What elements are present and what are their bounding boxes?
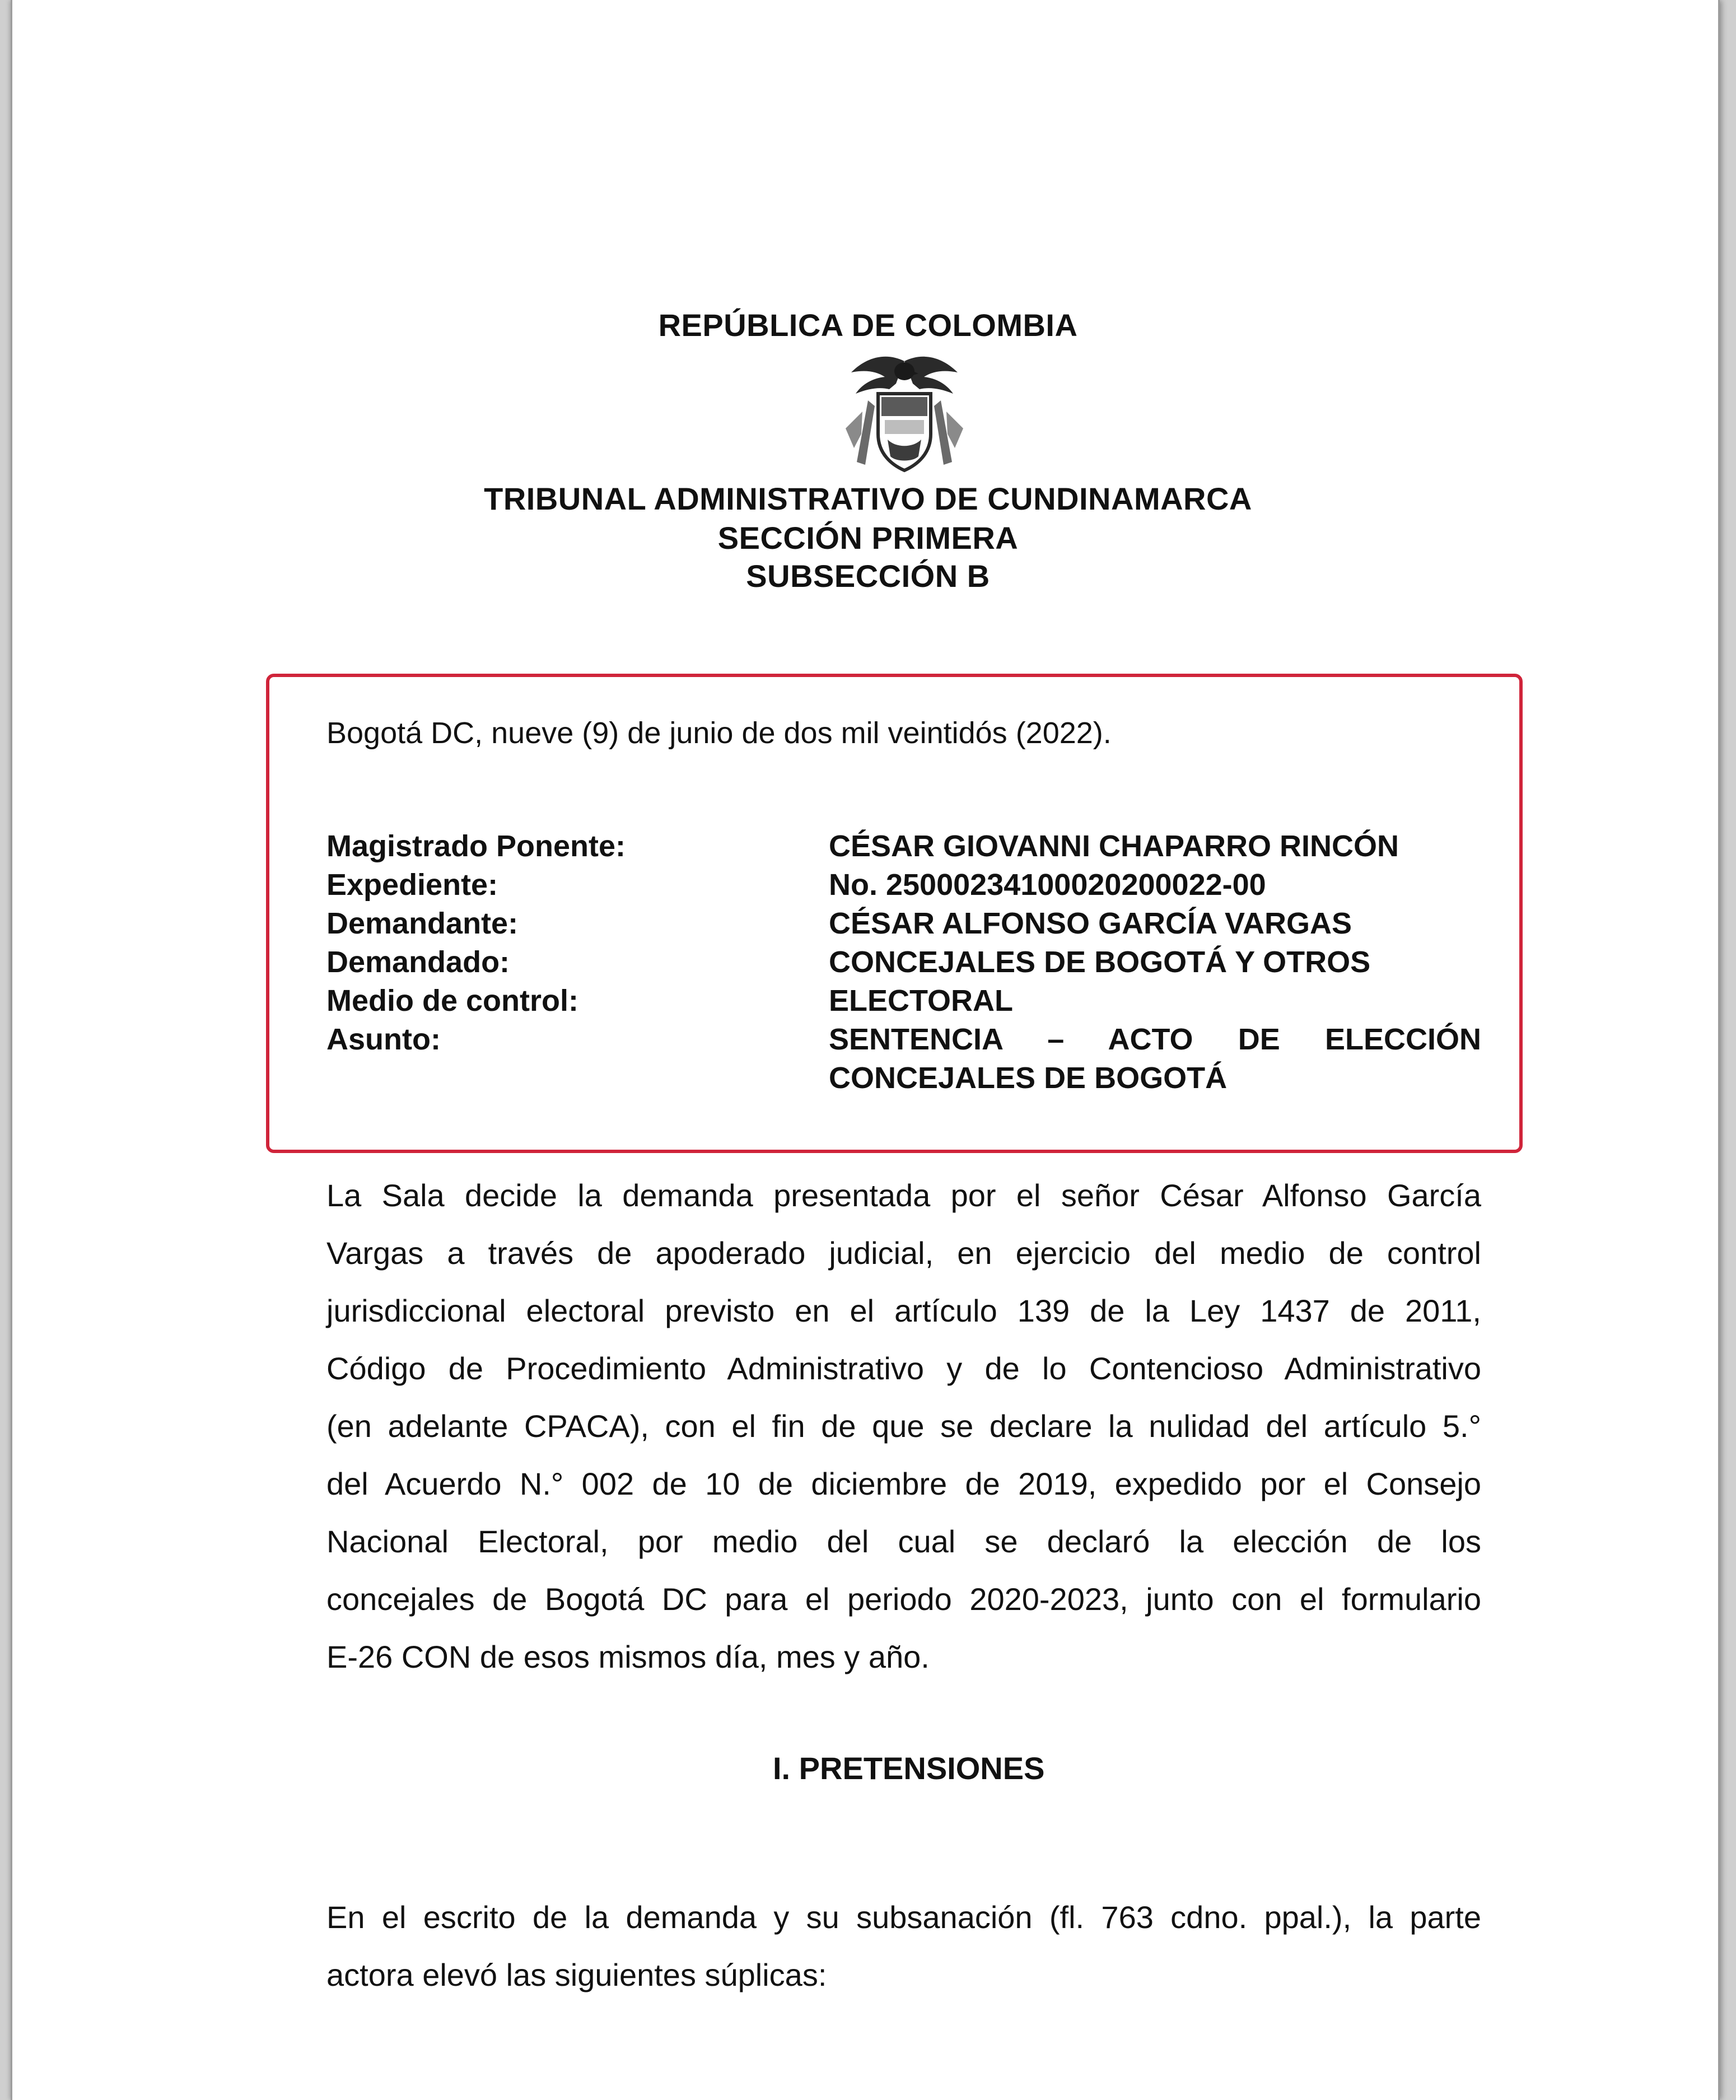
heading-section: SECCIÓN PRIMERA	[717, 520, 1019, 556]
intro-line: Nacional Electoral, por medio del cual se declaró la elección de los	[326, 1524, 1481, 1559]
section-title-pretensiones: I. PRETENSIONES	[773, 1751, 1045, 1786]
closing-paragraph	[326, 1888, 1481, 2004]
intro-line: del Acuerdo N.° 002 de 10 de diciembre de 2019, expedido por el Consejo	[326, 1466, 1481, 1501]
field-value-demandante: CÉSAR ALFONSO GARCÍA VARGAS	[829, 907, 1352, 940]
intro-line: E-26 CON de esos mismos día, mes y año.	[326, 1639, 930, 1674]
intro-line: La Sala decide la demanda presentada por el señor César Alfonso García	[326, 1178, 1481, 1213]
intro-line: jurisdiccional electoral previsto en el artículo 139 de la Ley 1437 de 2011,	[326, 1293, 1481, 1328]
field-value-medio-control: ELECTORAL	[829, 984, 1014, 1018]
intro-line: Vargas a través de apoderado judicial, en ejercicio del medio de control	[326, 1235, 1481, 1271]
closing-line: actora elevó las siguientes súplicas:	[326, 1957, 827, 1992]
field-label-asunto: Asunto:	[326, 1023, 441, 1056]
date-line: Bogotá DC, nueve (9) de junio de dos mil veintidós (2022).	[326, 716, 1112, 750]
field-value-magistrado: CÉSAR GIOVANNI CHAPARRO RINCÓN	[829, 829, 1399, 863]
colombia-coat-of-arms-icon	[834, 350, 974, 479]
field-label-medio-control: Medio de control:	[326, 984, 578, 1018]
heading-country: REPÚBLICA DE COLOMBIA	[658, 307, 1078, 343]
field-value-asunto: SENTENCIA – ACTO DE ELECCIÓN	[829, 1023, 1481, 1056]
intro-paragraph	[326, 1166, 1481, 1686]
heading-tribunal: TRIBUNAL ADMINISTRATIVO DE CUNDINAMARCA	[484, 481, 1252, 516]
intro-line: concejales de Bogotá DC para el periodo 2020-2023, junto con el formulario	[326, 1581, 1481, 1617]
field-label-demandado: Demandado:	[326, 945, 510, 979]
field-label-demandante: Demandante:	[326, 907, 519, 940]
field-value-expediente: No. 25000234100020200022-00	[829, 868, 1266, 902]
field-label-magistrado: Magistrado Ponente:	[326, 829, 626, 863]
field-value-asunto-line2: CONCEJALES DE BOGOTÁ	[829, 1061, 1228, 1095]
closing-line: En el escrito de la demanda y su subsanación (fl. 763 cdno. ppal.), la parte	[326, 1900, 1481, 1935]
intro-line: (en adelante CPACA), con el fin de que se declare la nulidad del artículo 5.°	[326, 1408, 1481, 1444]
intro-line: Código de Procedimiento Administrativo y de lo Contencioso Administrativo	[326, 1351, 1481, 1386]
heading-subsection: SUBSECCIÓN B	[746, 558, 990, 594]
field-value-demandado: CONCEJALES DE BOGOTÁ Y OTROS	[829, 945, 1371, 979]
field-label-expediente: Expediente:	[326, 868, 498, 902]
